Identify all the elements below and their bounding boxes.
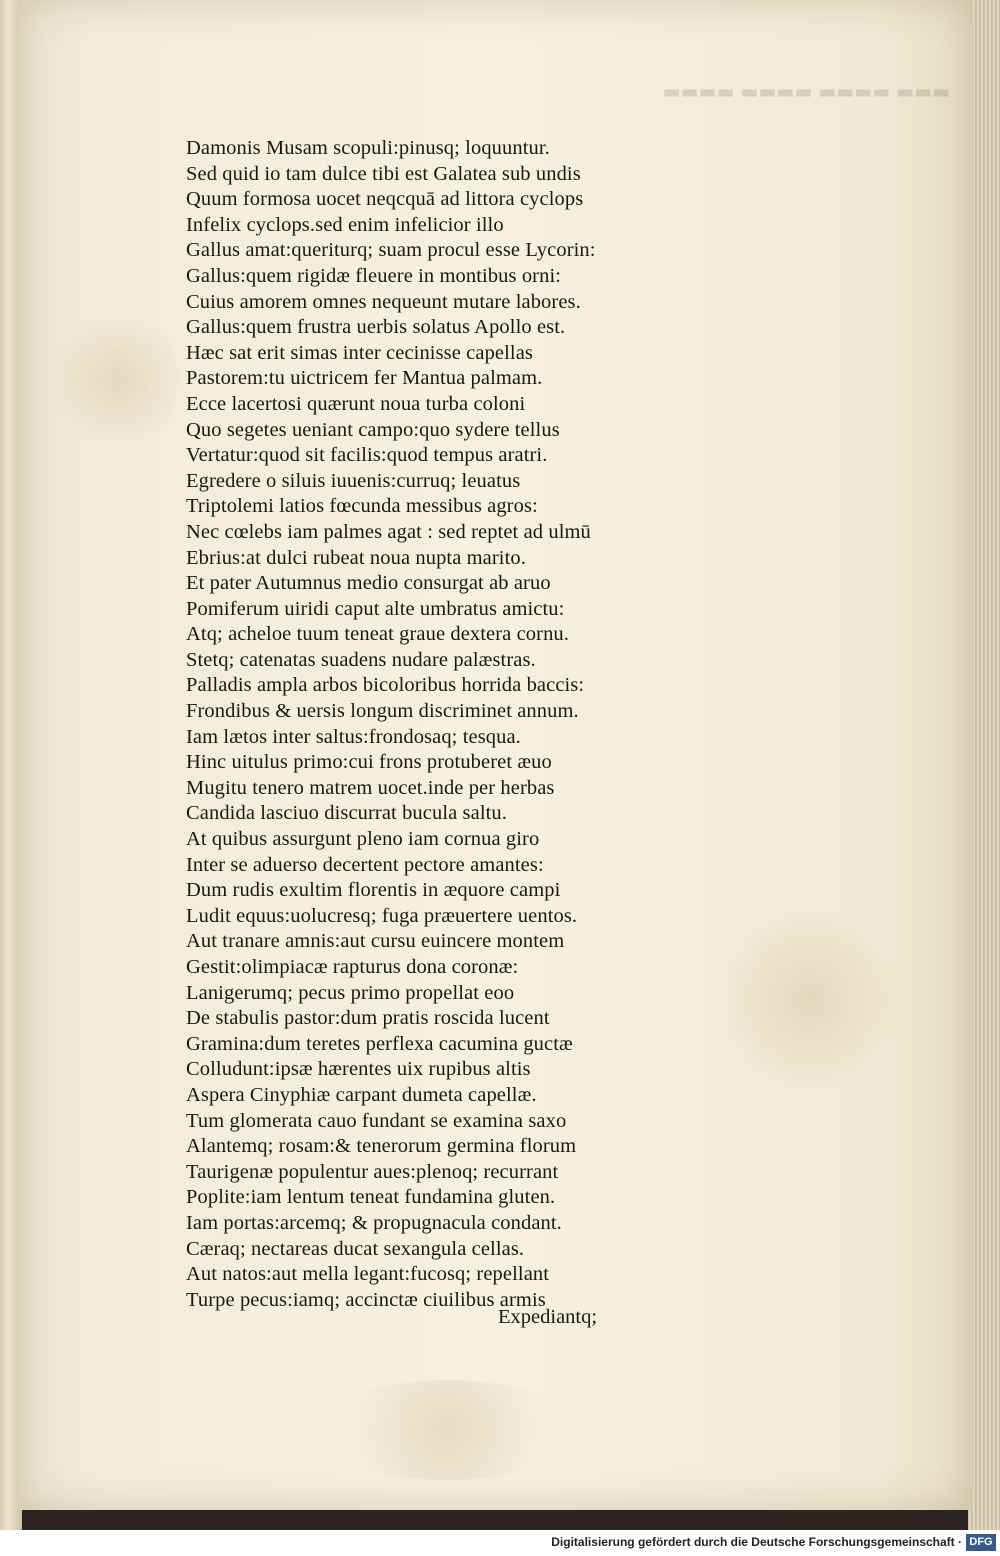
verse-line: Poplite:iam lentum teneat fundamina gluten. — [186, 1186, 556, 1209]
verse-line: Gallus:quem frustra uerbis solatus Apollo est. — [186, 316, 566, 339]
funding-credit: Digitalisierung gefördert durch die Deutsche Forschungsgemeinschaft · — [551, 1535, 962, 1549]
dfg-logo-icon: DFG — [966, 1534, 996, 1551]
verse-line: Et pater Autumnus medio consurgat ab aruo — [186, 572, 551, 595]
paper-stain — [718, 900, 898, 1100]
verse-line: Gallus:quem rigidæ fleuere in montibus orni: — [186, 264, 562, 287]
verse-line: Frondibus & uersis longum discriminet annum. — [186, 700, 579, 723]
verse-line: Ecce lacertosi quærunt noua turba coloni — [186, 392, 526, 415]
verse-line: Nec cœlebs iam palmes agat : sed reptet ad ulmū — [186, 520, 591, 543]
verse-line: Alantemq; rosam:& tenerorum germina florum — [186, 1135, 577, 1158]
bleed-through-text: ▬▬▬ ▬▬▬▬ ▬▬▬▬ ▬▬▬▬ — [662, 81, 950, 103]
verse-line: Quo segetes ueniant campo:quo sydere tellus — [186, 418, 560, 441]
verse-line: Candida lasciuo discurrat bucula saltu. — [186, 802, 507, 825]
verse-line: Atq; acheloe tuum teneat graue dextera cornu. — [186, 623, 570, 646]
verse-line: Dum rudis exultim florentis in æquore campi — [186, 879, 561, 902]
paper-stain — [58, 300, 178, 460]
verse-line: Hinc uitulus primo:cui frons protuberet æuo — [186, 751, 552, 774]
verse-line: Gestit:olimpiacæ rapturus dona coronæ: — [186, 956, 519, 978]
verse-line: Pomiferum uiridi caput alte umbratus amictu: — [186, 597, 565, 620]
verse-line: Iam lætos inter saltus:frondosaq; tesqua. — [186, 725, 521, 748]
footer-bar — [0, 1530, 1000, 1556]
verse-line: Palladis ampla arbos bicoloribus horrida baccis: — [186, 674, 585, 697]
verse-line: Iam portas:arcemq; & propugnacula condant. — [186, 1211, 562, 1234]
verse-line: Hæc sat erit simas inter cecinisse capellas — [186, 341, 533, 364]
verse-line: Pastorem:tu uictricem fer Mantua palmam. — [186, 367, 543, 390]
verse-line: Colludunt:ipsæ hærentes uix rupibus altis — [186, 1058, 531, 1081]
verse-line: Cuius amorem omnes nequeunt mutare labores. — [186, 290, 581, 313]
verse-line: Sed quid io tam dulce tibi est Galatea sub undis — [186, 162, 581, 185]
right-page-stack — [968, 0, 1000, 1530]
verse-line: Gallus amat:queriturq; suam procul esse Lycorin: — [186, 239, 596, 262]
verse-list — [186, 136, 596, 1313]
paper-stain — [318, 1380, 578, 1480]
verse-line: Stetq; catenatas suadens nudare palæstras. — [186, 648, 536, 671]
verse-line: Ludit equus:uolucresq; fuga præuertere uentos. — [186, 904, 578, 927]
verse-line: Gramina:dum teretes perflexa cacumina guctæ — [186, 1032, 573, 1055]
verse-line: Damonis Musam scopuli:pinusq; loquuntur. — [186, 137, 550, 159]
verse-line: Aut natos:aut mella legant:fucosq; repellant — [186, 1263, 550, 1286]
verse-line: Quum formosa uocet neqcquā ad littora cyclops — [186, 188, 584, 211]
catchword: Expediantq; — [498, 1306, 598, 1328]
verse-line: Infelix cyclops.sed enim infelicior illo — [186, 213, 504, 236]
verse-line: Aut tranare amnis:aut cursu euincere montem — [186, 930, 565, 953]
verse-line: Triptolemi latios fœcunda messibus agros: — [186, 495, 538, 518]
verse-line: Cæraq; nectareas ducat sexangula cellas. — [186, 1237, 525, 1260]
verse-line: Taurigenæ populentur aues:plenoq; recurrant — [186, 1160, 559, 1183]
verse-line: Mugitu tenero matrem uocet.inde per herbas — [186, 776, 555, 799]
verse-line: Aspera Cinyphiæ carpant dumeta capellæ. — [186, 1083, 537, 1106]
verse-line: Inter se aduerso decertent pectore amantes: — [186, 853, 544, 876]
verse-line: De stabulis pastor:dum pratis roscida lucent — [186, 1007, 550, 1030]
verse-line: Vertatur:quod sit facilis:quod tempus aratri. — [186, 444, 548, 467]
verse-line: Turpe pecus:iamq; accinctæ ciuilibus armis — [186, 1288, 546, 1311]
verse-line: At quibus assurgunt pleno iam cornua giro — [186, 828, 540, 851]
verse-line: Lanigerumq; pecus primo propellat eoo — [186, 981, 515, 1004]
verse-line: Ebrius:at dulci rubeat noua nupta marito. — [186, 546, 526, 569]
verse-line: Tum glomerata cauo fundant se examina saxo — [186, 1109, 567, 1132]
verse-line: Egredere o siluis iuuenis:curruq; leuatus — [186, 469, 521, 492]
